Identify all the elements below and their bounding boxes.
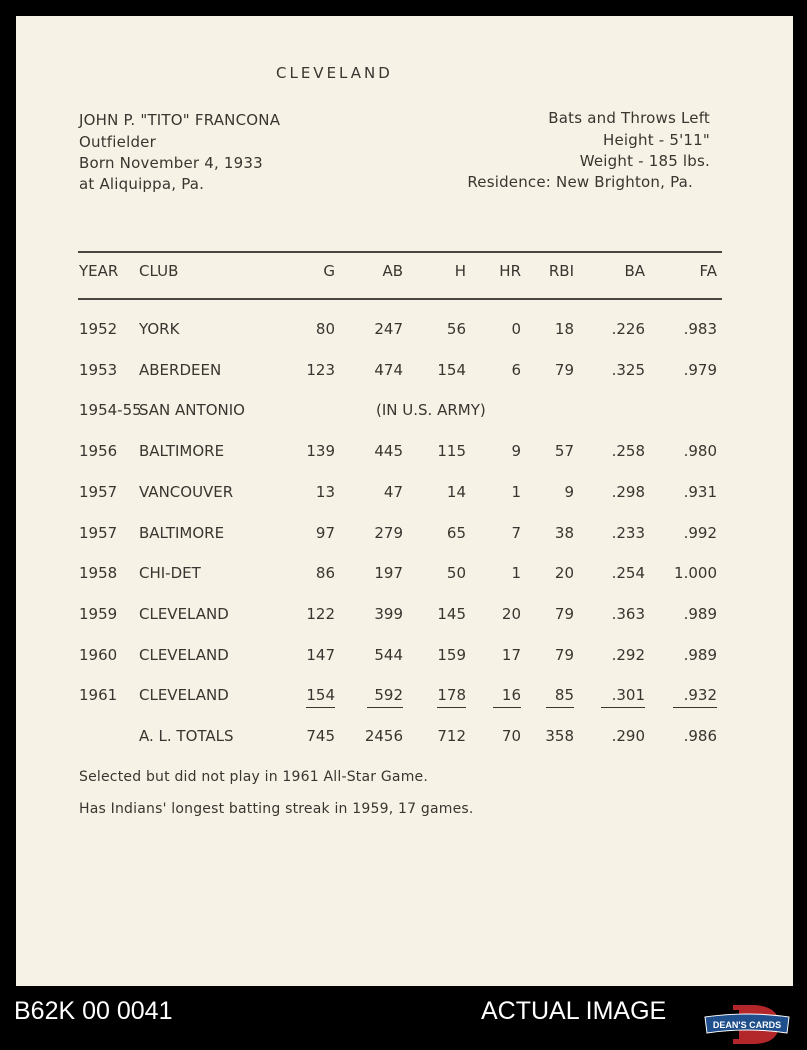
hr-cell: 7 bbox=[511, 523, 521, 542]
club-cell: A. L. TOTALS bbox=[139, 727, 234, 745]
g-cell: 147 bbox=[306, 645, 335, 664]
table-row bbox=[16, 483, 793, 523]
year-cell: 1954-55 bbox=[79, 401, 142, 420]
hr-cell: 17 bbox=[501, 645, 521, 664]
fa-cell: .989 bbox=[683, 645, 717, 664]
rbi-cell: 85 bbox=[546, 686, 574, 708]
year-cell: 1957 bbox=[79, 523, 118, 542]
player-birthplace: at Aliquippa, Pa. bbox=[79, 175, 205, 193]
ab-cell: 544 bbox=[374, 645, 403, 664]
h-cell: 145 bbox=[437, 604, 466, 623]
g-cell: 123 bbox=[306, 360, 335, 379]
club-cell: ABERDEEN bbox=[139, 360, 222, 379]
h-cell: 50 bbox=[446, 564, 466, 583]
svg-text:DEAN'S CARDS: DEAN'S CARDS bbox=[712, 1020, 782, 1030]
fa-cell: .983 bbox=[683, 320, 717, 338]
deans-cards-logo bbox=[703, 1003, 791, 1045]
hr-cell: 1 bbox=[511, 482, 521, 501]
g-cell: 154 bbox=[306, 686, 335, 708]
club-cell: CLEVELAND bbox=[139, 686, 229, 705]
table-row bbox=[16, 361, 793, 401]
g-cell: 86 bbox=[315, 564, 335, 583]
club-cell: SAN ANTONIO bbox=[139, 401, 245, 420]
h-cell: 65 bbox=[446, 523, 466, 542]
ab-cell: 399 bbox=[374, 604, 403, 623]
fa-cell: .932 bbox=[673, 686, 717, 708]
club-cell: YORK bbox=[139, 320, 180, 338]
hr-cell: HR bbox=[499, 262, 521, 280]
table-header bbox=[16, 262, 793, 302]
club-cell: BALTIMORE bbox=[139, 523, 225, 542]
rbi-cell: 18 bbox=[554, 320, 574, 338]
table-row bbox=[16, 646, 793, 686]
ba-cell: .254 bbox=[611, 564, 645, 583]
year-cell: 1960 bbox=[79, 645, 118, 664]
actual-image-label: ACTUAL IMAGE bbox=[481, 997, 667, 1025]
rbi-cell: RBI bbox=[548, 262, 574, 280]
year-cell: 1958 bbox=[79, 564, 118, 583]
table-row bbox=[16, 605, 793, 645]
ab-cell: 47 bbox=[383, 482, 403, 501]
table-row bbox=[16, 442, 793, 482]
fa-cell: .931 bbox=[683, 482, 717, 501]
h-cell: 154 bbox=[437, 360, 466, 379]
ab-cell: 247 bbox=[374, 320, 403, 338]
fa-cell: .989 bbox=[683, 604, 717, 623]
year-cell: 1956 bbox=[79, 442, 118, 461]
ba-cell: BA bbox=[624, 262, 645, 280]
club-cell: BALTIMORE bbox=[139, 442, 225, 461]
player-position: Outfielder bbox=[79, 133, 156, 151]
club-cell: CHI-DET bbox=[139, 564, 201, 583]
bats-throws: Bats and Throws Left bbox=[548, 109, 710, 127]
hr-cell: 20 bbox=[501, 604, 521, 623]
table-row bbox=[16, 320, 793, 360]
player-born: Born November 4, 1933 bbox=[79, 154, 263, 172]
ba-cell: .226 bbox=[611, 320, 645, 338]
ab-cell: 445 bbox=[374, 442, 403, 461]
rbi-cell: 38 bbox=[554, 523, 574, 542]
player-name: JOHN P. "TITO" FRANCONA bbox=[79, 111, 281, 129]
ba-cell: .363 bbox=[611, 604, 645, 623]
year-cell: 1957 bbox=[79, 482, 118, 501]
ba-cell: .258 bbox=[611, 442, 645, 461]
note-cell: (IN U.S. ARMY) bbox=[376, 401, 486, 420]
residence: Residence: New Brighton, Pa. bbox=[467, 173, 693, 191]
table-row bbox=[16, 401, 793, 441]
hr-cell: 6 bbox=[511, 360, 521, 379]
year-cell: 1961 bbox=[79, 686, 118, 705]
h-cell: H bbox=[454, 262, 466, 280]
rbi-cell: 20 bbox=[554, 564, 574, 583]
ba-cell: .290 bbox=[611, 727, 645, 745]
table-row bbox=[16, 524, 793, 564]
fa-cell: .980 bbox=[683, 442, 717, 461]
ba-cell: .292 bbox=[611, 645, 645, 664]
h-cell: 14 bbox=[446, 482, 466, 501]
ab-cell: 474 bbox=[374, 360, 403, 379]
hr-cell: 70 bbox=[501, 727, 521, 745]
g-cell: 80 bbox=[315, 320, 335, 338]
ab-cell: 592 bbox=[367, 686, 403, 708]
hr-cell: 16 bbox=[493, 686, 521, 708]
fa-cell: FA bbox=[699, 262, 717, 280]
note: Has Indians' longest batting streak in 1959, 17 games. bbox=[79, 801, 474, 817]
ba-cell: .301 bbox=[601, 686, 645, 708]
club-cell: CLEVELAND bbox=[139, 604, 229, 623]
hr-cell: 0 bbox=[511, 320, 521, 338]
table-top-rule bbox=[78, 251, 722, 253]
rbi-cell: 57 bbox=[554, 442, 574, 461]
rbi-cell: 79 bbox=[554, 604, 574, 623]
g-cell: 139 bbox=[306, 442, 335, 461]
card-id: B62K 00 0041 bbox=[14, 997, 173, 1025]
g-cell: G bbox=[323, 262, 335, 280]
table-row bbox=[16, 564, 793, 604]
h-cell: 115 bbox=[437, 442, 466, 461]
rbi-cell: 9 bbox=[564, 482, 574, 501]
ab-cell: 279 bbox=[374, 523, 403, 542]
ab-cell: AB bbox=[382, 262, 403, 280]
rbi-cell: 358 bbox=[545, 727, 574, 745]
g-cell: 122 bbox=[306, 604, 335, 623]
h-cell: 159 bbox=[437, 645, 466, 664]
height: Height - 5'11" bbox=[603, 131, 710, 149]
year-cell: 1959 bbox=[79, 604, 118, 623]
club-cell: VANCOUVER bbox=[139, 482, 234, 501]
ab-cell: 197 bbox=[374, 564, 403, 583]
fa-cell: 1.000 bbox=[674, 564, 717, 583]
club-cell: CLEVELAND bbox=[139, 645, 229, 664]
rbi-cell: 79 bbox=[554, 645, 574, 664]
fa-cell: .979 bbox=[683, 360, 717, 379]
card-back bbox=[16, 16, 793, 986]
g-cell: 745 bbox=[306, 727, 335, 745]
team-name: CLEVELAND bbox=[276, 64, 393, 82]
ba-cell: .325 bbox=[611, 360, 645, 379]
g-cell: 97 bbox=[315, 523, 335, 542]
weight: Weight - 185 lbs. bbox=[579, 152, 710, 170]
g-cell: 13 bbox=[315, 482, 335, 501]
table-row bbox=[16, 686, 793, 726]
year-cell: YEAR bbox=[79, 262, 119, 280]
club-cell: CLUB bbox=[139, 262, 179, 280]
year-cell: 1952 bbox=[79, 320, 118, 338]
h-cell: 178 bbox=[437, 686, 466, 708]
rbi-cell: 79 bbox=[554, 360, 574, 379]
ba-cell: .233 bbox=[611, 523, 645, 542]
ba-cell: .298 bbox=[611, 482, 645, 501]
hr-cell: 1 bbox=[511, 564, 521, 583]
hr-cell: 9 bbox=[511, 442, 521, 461]
year-cell: 1953 bbox=[79, 360, 118, 379]
ab-cell: 2456 bbox=[364, 727, 403, 745]
h-cell: 56 bbox=[446, 320, 466, 338]
totals-row bbox=[16, 727, 793, 767]
note: Selected but did not play in 1961 All-Star Game. bbox=[79, 769, 429, 785]
fa-cell: .986 bbox=[683, 727, 717, 745]
fa-cell: .992 bbox=[683, 523, 717, 542]
h-cell: 712 bbox=[437, 727, 466, 745]
